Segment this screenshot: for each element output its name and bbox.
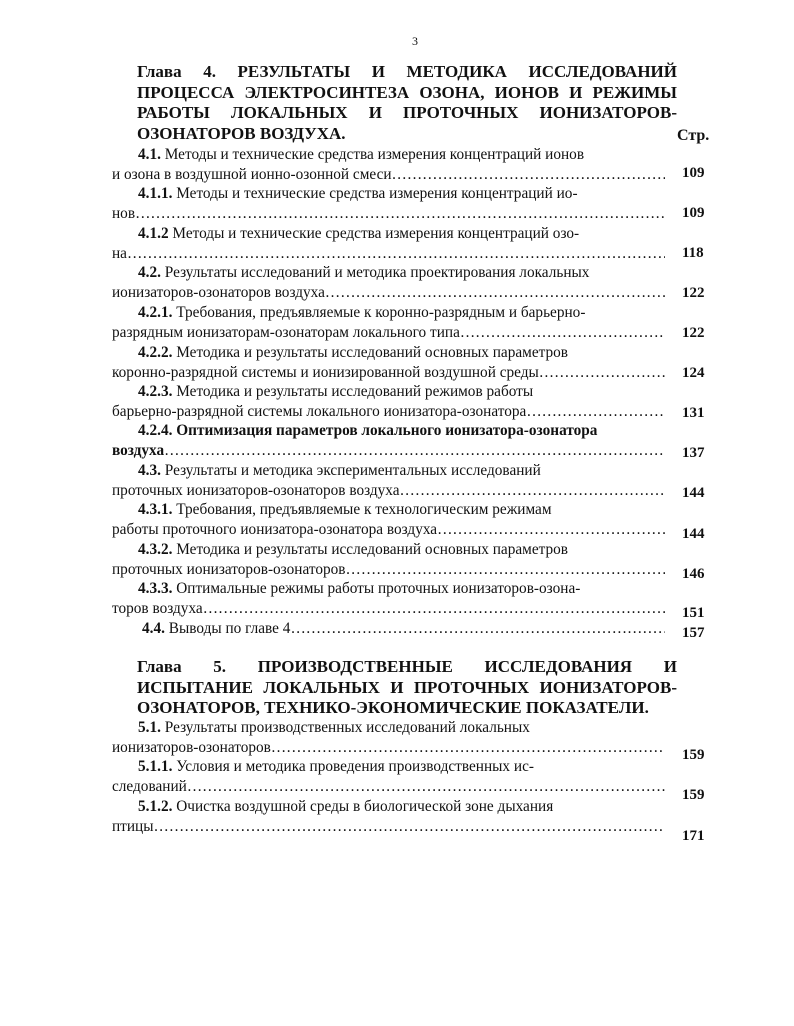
toc-page-4-1-2: 118 [682, 245, 704, 261]
toc-entry-4-2-4: 4.2.4. Оптимизация параметров локального ионизатора-озонатора воздуха …………………………………………………………………………………………………………………………………… [112, 421, 665, 460]
page-number: 3 [412, 34, 418, 48]
toc-page-4-3-1: 144 [682, 526, 705, 542]
toc-page-5-1-1: 159 [682, 787, 705, 803]
toc-page-4-2: 122 [682, 285, 705, 301]
toc-page-5-1-2: 171 [682, 828, 705, 844]
toc-page-4-2-2: 124 [682, 365, 705, 381]
toc-page-4-3-2: 146 [682, 566, 705, 582]
toc-entry-5-1-2: 5.1.2. Очистка воздушной среды в биологической зоне дыхания птицы …………………………………………………………………………………………………………………………………… [112, 797, 665, 836]
toc-entry-4-2: 4.2. Результаты исследований и методика проектирования локальных ионизаторов-озонаторов воздуха …………………………………………………………………………………………………………………………………… [112, 263, 665, 302]
chapter-5-title: Глава 5. ПРОИЗВОДСТВЕННЫЕ ИССЛЕДОВАНИЯ И ИСПЫТАНИЕ ЛОКАЛЬНЫХ И ПРОТОЧНЫХ ИОНИЗАТОРОВ-ОЗОНАТОРОВ, ТЕХНИКО-ЭКОНОМИЧЕСКИЕ ПОКАЗАТЕЛИ. [137, 657, 677, 717]
toc-page-4-4: 157 [682, 625, 705, 641]
toc-entry-4-4: 4.4. Выводы по главе 4 …………………………………………………………………………………………………………………………………… [112, 619, 665, 639]
toc-page-4-3: 144 [682, 485, 705, 501]
toc-entry-4-3-1: 4.3.1. Требования, предъявляемые к технологическим режимам работы проточного ионизатора-озонатора воздуха …………………………………………………………………………………………………………………………………… [112, 500, 665, 539]
toc-entry-5-1: 5.1. Результаты производственных исследований локальных ионизаторов-озонаторов …………………………………………………………………………………………………………………………………… [112, 718, 665, 757]
toc-page-5-1: 159 [682, 747, 705, 763]
toc-page-4-3-3: 151 [682, 605, 705, 621]
toc-page-4-1-1: 109 [682, 205, 705, 221]
toc-entry-5-1-1: 5.1.1. Условия и методика проведения производственных ис- следований …………………………………………………………………………………………………………………………………… [112, 757, 665, 796]
toc-page-4-2-1: 122 [682, 325, 705, 341]
toc-entry-4-1: 4.1. Методы и технические средства измерения концентраций ионов и озона в воздушной ионно-озонной смеси …………………………………………………………………………………………………………………………………… [112, 145, 665, 184]
toc-entry-4-3-2: 4.3.2. Методика и результаты исследований основных параметров проточных ионизаторов-озонаторов …………………………………………………………………………………………………………………………………… [112, 540, 665, 579]
chapter-5-heading [137, 657, 677, 719]
toc-entry-4-3-3: 4.3.3. Оптимальные режимы работы проточных ионизаторов-озона- торов воздуха …………………………………………………………………………………………………………………………………… [112, 579, 665, 618]
toc-entry-4-1-1: 4.1.1. Методы и технические средства измерения концентраций ио- нов …………………………………………………………………………………………………………………………………… [112, 184, 665, 223]
toc-page-4-1: 109 [682, 165, 705, 181]
toc-page-4-2-4: 137 [682, 445, 705, 461]
toc-page-4-2-3: 131 [682, 405, 705, 421]
toc-entry-4-2-2: 4.2.2. Методика и результаты исследований основных параметров коронно-разрядной системы и ионизированной воздушной среды …………………………………………………………………………………………………………………………………… [112, 343, 665, 382]
chapter-4-heading [137, 62, 677, 144]
toc-entry-4-2-3: 4.2.3. Методика и результаты исследований режимов работы барьерно-разрядной системы локального ионизатора-озонатора …………………………………………………………………………………………………………………………………… [112, 382, 665, 421]
toc-entry-4-3: 4.3. Результаты и методика экспериментальных исследований проточных ионизаторов-озонаторов воздуха …………………………………………………………………………………………………………………………………… [112, 461, 665, 500]
chapter-4-title: Глава 4. РЕЗУЛЬТАТЫ И МЕТОДИКА ИССЛЕДОВАНИЙ ПРОЦЕССА ЭЛЕКТРОСИНТЕЗА ОЗОНА, ИОНОВ И РЕЖИМЫ РАБОТЫ ЛОКАЛЬНЫХ И ПРОТОЧНЫХ ИОНИЗАТОРОВ-ОЗОНАТОРОВ ВОЗДУХА. [137, 62, 677, 143]
toc-entry-4-2-1: 4.2.1. Требования, предъявляемые к коронно-разрядным и барьерно- разрядным ионизаторам-озонаторам локального типа …………………………………………………………………………………………………………………………………… [112, 303, 665, 342]
page-column-label: Стр. [677, 127, 710, 144]
toc-entry-4-1-2: 4.1.2 Методы и технические средства измерения концентраций озо- на …………………………………………………………………………………………………………………………………… [112, 224, 665, 263]
